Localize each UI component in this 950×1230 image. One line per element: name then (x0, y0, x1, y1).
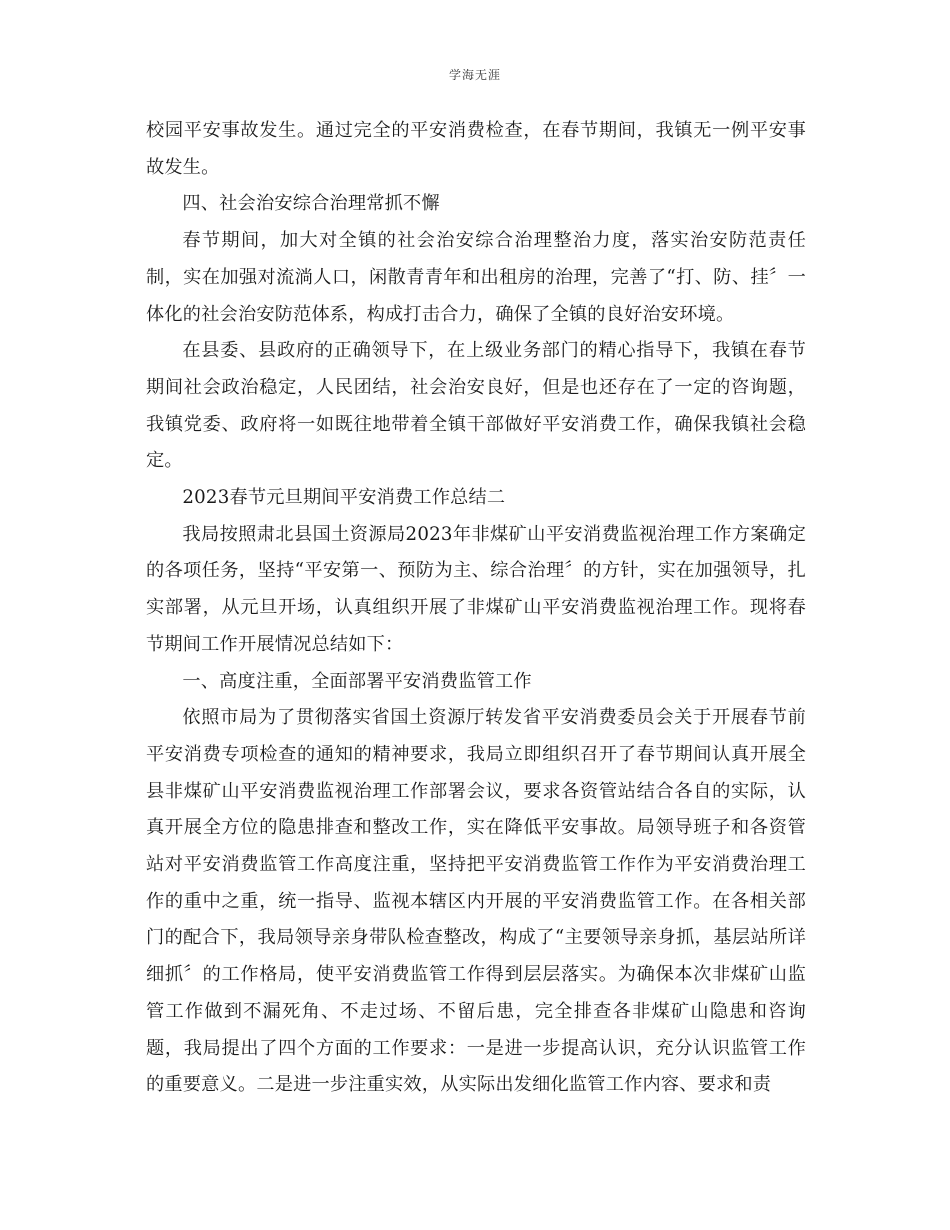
paragraph: 春节期间，加大对全镇的社会治安综合治理整治力度，落实治安防范责任制，实在加强对流淌人口，闲散青青年和出租房的治理，完善了“打、防、挂〞一体化的社会治安防范体系，构成打击合力，确保了全镇的良好治安环境。 (146, 230, 806, 325)
paragraph: 校园平安事故发生。通过完全的平安消费检查，在春节期间，我镇无一例平安事故发生。 (146, 120, 806, 178)
paragraph: 在县委、县政府的正确领导下，在上级业务部门的精心指导下，我镇在春节期间社会政治稳定，人民团结，社会治安良好，但是也还存在了一定的咨询题，我镇党委、政府将一如既往地带着全镇干部做好平安消费工作，确保我镇社会稳定。 (146, 340, 806, 472)
paragraph: 我局按照肃北县国土资源局2023年非煤矿山平安消费监视治理工作方案确定的各项任务，坚持“平安第一、预防为主、综合治理〞的方针，实在加强领导，扎实部署，从元旦开场，认真组织开展了非煤矿山平安消费监视治理工作。现将春节期间工作开展情况总结如下： (146, 523, 806, 655)
document-subtitle: 2023春节元旦期间平安消费工作总结二 (182, 487, 506, 509)
section-heading: 一、高度注重，全面部署平安消费监管工作 (182, 670, 532, 692)
section-heading: 四、社会治安综合治理常抓不懈 (182, 193, 440, 215)
paragraph: 依照市局为了贯彻落实省国土资源厅转发省平安消费委员会关于开展春节前平安消费专项检查的通知的精神要求，我局立即组织召开了春节期间认真开展全县非煤矿山平安消费监视治理工作部署会议，要求各资管站结合各自的实际，认真开展全方位的隐患排查和整改工作，实在降低平安事故。局领导班子和各资管站对平安消费监管工作高度注重，坚持把平安消费监管工作作为平安消费治理工作的重中之重，统一指导、监视本辖区内开展的平安消费监管工作。在各相关部门的配合下，我局领导亲身带队检查整改，构成了“主要领导亲身抓，基层站所详细抓〞的工作格局，使平安消费监管工作得到层层落实。为确保本次非煤矿山监管工作做到不漏死角、不走过场、不留后患，完全排查各非煤矿山隐患和咨询题，我局提出了四个方面的工作要求：一是进一步提高认识，充分认识监管工作的重要意义。二是进一步注重实效，从实际出发细化监管工作内容、要求和责 (146, 707, 806, 1096)
document-body (146, 113, 806, 1104)
page-header: 学海无涯 (448, 68, 501, 82)
